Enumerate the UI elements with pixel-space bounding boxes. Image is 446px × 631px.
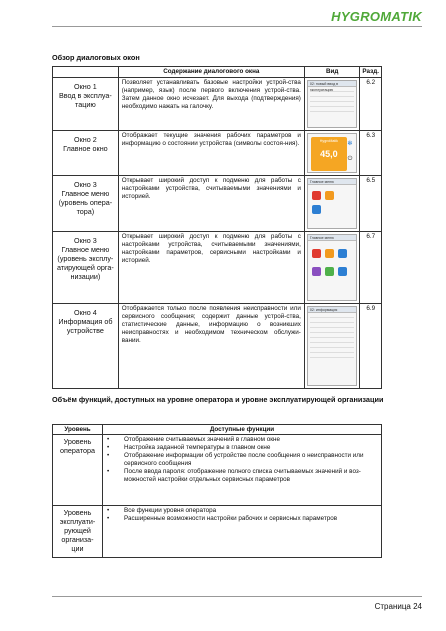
row-ref: 6.9	[360, 304, 382, 389]
menu-tile-icon	[312, 205, 321, 214]
table-row	[53, 176, 382, 232]
row-view	[304, 78, 360, 131]
level-name: Уровень эксплуати- рующей организа- ции	[53, 506, 103, 558]
list-item: • Все функции уровня оператора	[107, 507, 377, 515]
footer-rule	[52, 596, 422, 597]
brand-logo: HYGROMATIK	[331, 9, 422, 24]
screen-title: 02: новый ввод в эксплуатацию	[308, 81, 357, 87]
page-number: Страница 24	[374, 602, 422, 611]
row-desc: Отображает текущие значения рабочих параметров и информацию о состоянии устройства (символы состоя-ния).	[118, 131, 304, 176]
list-item: • Расширенные возможности настройки рабочих и сервисных параметров	[107, 515, 377, 523]
section2-title: Объём функций, доступных на уровне оператора и уровне эксплуатирующей организации	[52, 395, 384, 404]
menu-tile-icon	[338, 249, 347, 258]
dialog-overview-table	[52, 66, 382, 389]
list-item: • Отображение считываемых значений в главном окне	[107, 436, 377, 444]
main-value-panel	[311, 137, 347, 171]
row-desc: Отображается только после появления неисправности или сервисного сообщения; содержит данные устрой-ства, статистические данные, информацию о возникших неисправностях и необходимом техническом обслужи-вании.	[118, 304, 304, 389]
screen-thumbnail-commissioning	[307, 80, 358, 128]
row-ref: 6.2	[360, 78, 382, 131]
screen-value: 45,0	[320, 149, 338, 159]
menu-tile-icon	[312, 267, 321, 276]
screen-title: Главное меню	[308, 235, 357, 241]
menu-tile-icon	[312, 191, 321, 200]
menu-tile-icon	[325, 191, 334, 200]
screen-title: Главное меню	[308, 179, 357, 185]
col-name	[53, 67, 119, 78]
level-functions	[103, 506, 382, 558]
screen-title: 02: информация	[308, 307, 357, 313]
row-view	[304, 304, 360, 389]
row-desc: Позволяет устанавливать базовые настройки устрой-ства (например, язык) после первого включения устрой-ства. Затем данное окно исчезает. Для выхода (подтверждения) необходимо нажать на галочку.	[118, 78, 304, 131]
col-view: Вид	[304, 67, 360, 78]
row-desc: Открывает широкий доступ к подменю для работы с настройками устройства, считываемыми значениями, настройками параметров, сервисными настройками и историей.	[118, 232, 304, 304]
screen-thumbnail-menu-owner	[307, 234, 358, 301]
row-ref: 6.5	[360, 176, 382, 232]
menu-tile-icon	[338, 267, 347, 276]
table-row	[53, 78, 382, 131]
table-row	[53, 232, 382, 304]
row-view	[304, 131, 360, 176]
menu-tile-icon	[325, 249, 334, 258]
col-level: Уровень	[53, 425, 103, 435]
table-row	[53, 435, 382, 506]
table-row	[53, 506, 382, 558]
screen-title: HygroMatik	[319, 139, 338, 143]
row-name: Окно 3 Главное меню (уровень опера- тора)	[53, 176, 119, 232]
row-view	[304, 176, 360, 232]
list-item: • Настройка заданной температуры в главном окне	[107, 444, 377, 452]
level-functions	[103, 435, 382, 506]
row-view	[304, 232, 360, 304]
menu-tile-icon	[312, 249, 321, 258]
level-name: Уровень оператора	[53, 435, 103, 506]
list-item: • После ввода пароля: отображение полного списка считываемых значений и воз-можностей настройки отдельных сервисных параметров	[107, 468, 377, 484]
header-rule	[52, 26, 422, 27]
screen-thumbnail-menu-operator	[307, 178, 358, 229]
screen-thumbnail-info	[307, 306, 358, 386]
list-item: • Отображение информации об устройстве после сообщения о неисправности или сервисного сообщения	[107, 452, 377, 468]
power-icon: ⏻	[347, 156, 353, 162]
section1-title: Обзор диалоговых окон	[52, 53, 140, 62]
table-row	[53, 131, 382, 176]
table-row	[53, 304, 382, 389]
row-name: Окно 3 Главное меню (уровень эксплу- атирующей орга- низации)	[53, 232, 119, 304]
row-ref: 6.7	[360, 232, 382, 304]
row-name: Окно 2 Главное окно	[53, 131, 119, 176]
screen-thumbnail-main	[307, 133, 358, 173]
menu-tile-icon	[325, 267, 334, 276]
row-desc: Открывает широкий доступ к подменю для работы с настройками устройства, считываемыми значениями и историей.	[118, 176, 304, 232]
col-content: Содержание диалогового окна	[118, 67, 304, 78]
col-ref: Разд.	[360, 67, 382, 78]
row-name: Окно 4 Информация об устройстве	[53, 304, 119, 389]
status-icon: ✻	[347, 141, 353, 147]
col-functions: Доступные функции	[103, 425, 382, 435]
row-ref: 6.3	[360, 131, 382, 176]
row-name: Окно 1 Ввод в эксплуа- тацию	[53, 78, 119, 131]
functions-table	[52, 424, 382, 558]
